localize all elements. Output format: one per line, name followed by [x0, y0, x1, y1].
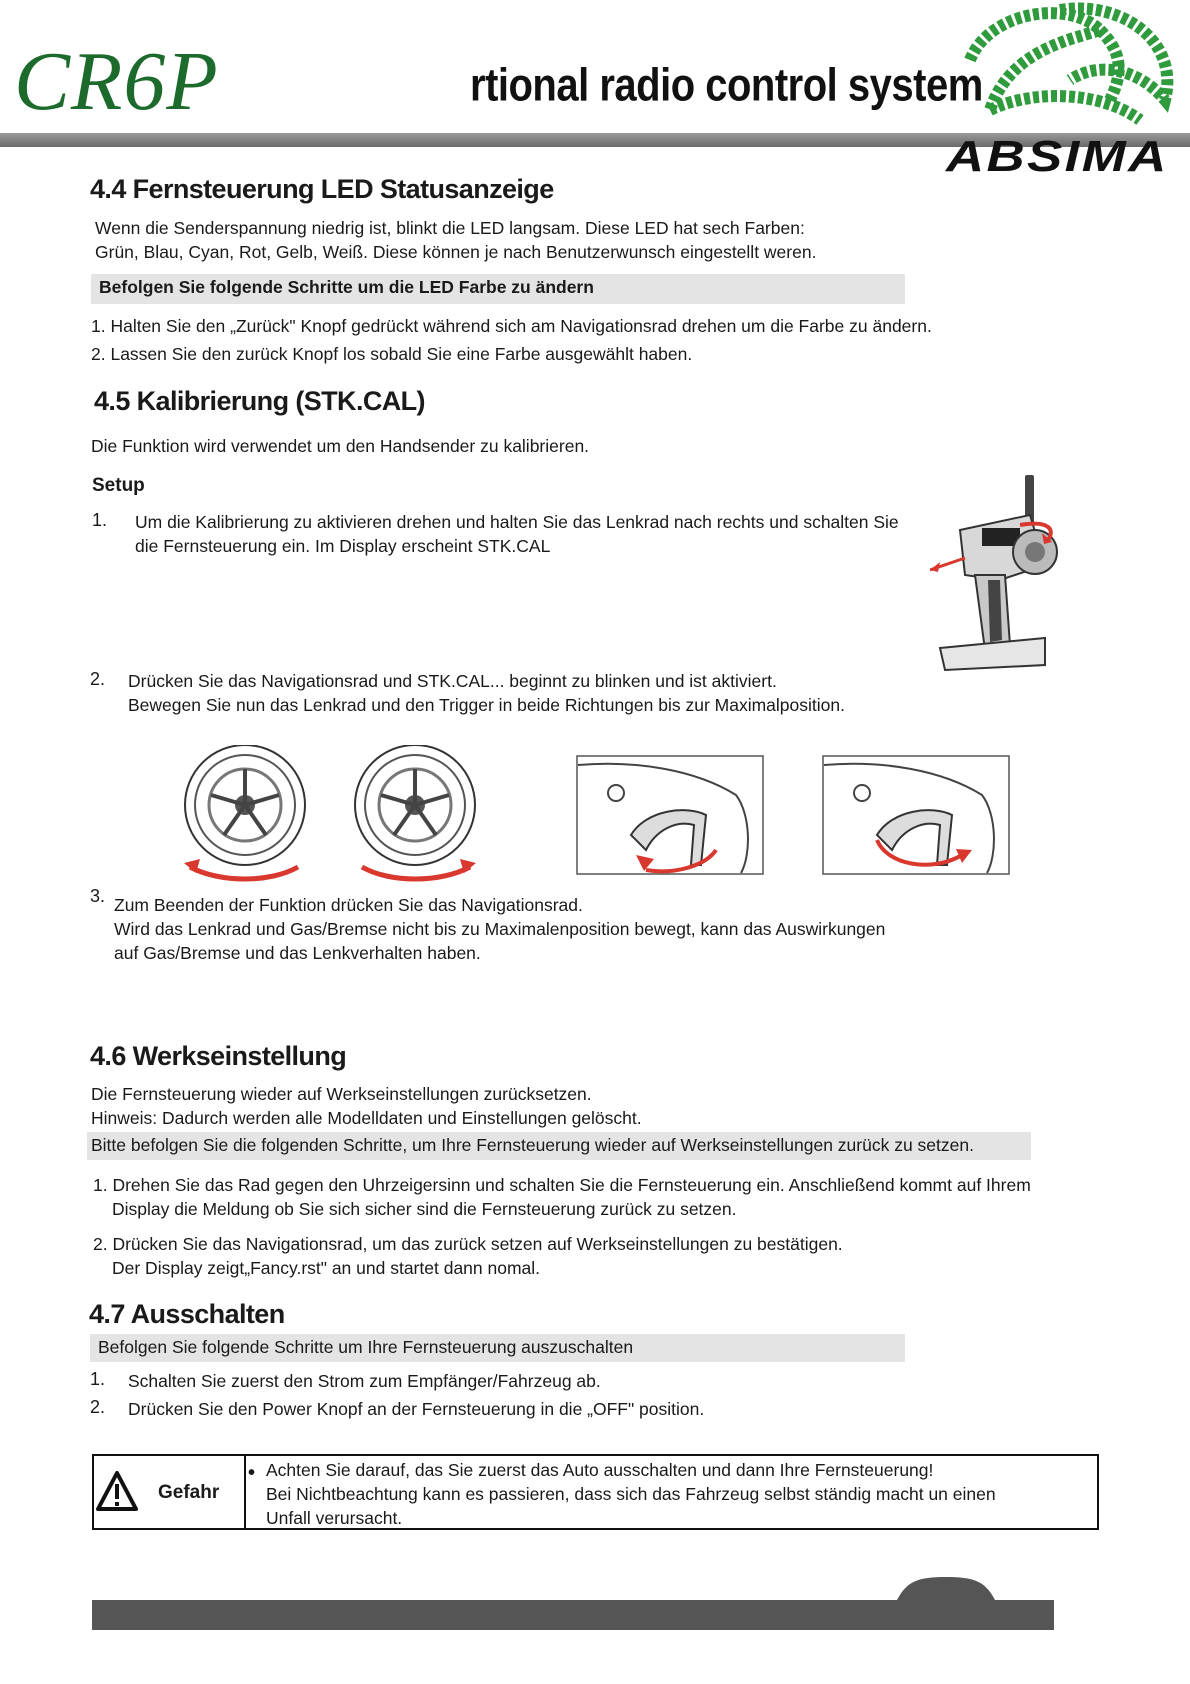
- trigger-illustration-1: [576, 755, 764, 875]
- section-45-step-3-line-3: auf Gas/Bremse und das Lenkverhalten haben.: [114, 943, 481, 963]
- warning-label: Gefahr: [158, 1482, 220, 1503]
- step-1-number: 1.: [92, 510, 108, 530]
- section-46-step-1-line-2: Display die Meldung ob Sie sich sicher sind die Fernsteuerung zurück zu setzen.: [112, 1199, 737, 1219]
- transmitter-illustration: [930, 470, 1080, 680]
- absima-wordmark: ABSIMA: [946, 132, 1169, 181]
- section-45-step-2-line-2: Bewegen Sie nun das Lenkrad und den Trigger in beide Richtungen bis zur Maximalposition.: [128, 695, 845, 715]
- section-47-heading: 4.7 Ausschalten: [89, 1299, 285, 1329]
- section-45-heading: 4.5 Kalibrierung (STK.CAL): [94, 386, 425, 416]
- section-46-step-2-line-2: Der Display zeigt„Fancy.rst" an und startet dann nomal.: [112, 1258, 541, 1278]
- section-44-step-1: 1. Halten Sie den „Zurück" Knopf gedrückt während sich am Navigationsrad drehen um die Farbe zu ändern.: [91, 316, 932, 336]
- section-47-step-2: Drücken Sie den Power Knopf an der Fernsteuerung in die „OFF" position.: [128, 1399, 705, 1419]
- section-45-step-3-line-1: Zum Beenden der Funktion drücken Sie das Navigationsrad.: [114, 895, 583, 915]
- steering-wheel-left-illustration: [180, 745, 310, 885]
- section-44-step-2: 2. Lassen Sie den zurück Knopf los sobald Sie eine Farbe ausgewählt haben.: [91, 344, 693, 364]
- section-46-heading: 4.6 Werkseinstellung: [90, 1041, 347, 1071]
- section-45-step-1-line-2: die Fernsteuerung ein. Im Display erscheint STK.CAL: [135, 536, 551, 556]
- absima-emblem-icon: [950, 0, 1190, 135]
- footer-tab: [896, 1572, 996, 1602]
- section-47-step-1-number: 1.: [90, 1369, 106, 1389]
- section-44-intro-1: Wenn die Senderspannung niedrig ist, blinkt die LED langsam. Diese LED hat sech Farben:: [95, 218, 805, 238]
- warning-bullet: •: [248, 1462, 256, 1484]
- section-47-instruction: Befolgen Sie folgende Schritte um Ihre Fernsteuerung auszuschalten: [90, 1334, 905, 1362]
- warning-line-2: Bei Nichtbeachtung kann es passieren, dass sich das Fahrzeug selbst ständig macht un einen: [266, 1484, 996, 1504]
- section-46-line-1: Die Fernsteuerung wieder auf Werkseinstellungen zurücksetzen.: [91, 1084, 592, 1104]
- setup-label: Setup: [92, 475, 145, 496]
- step-3-number: 3.: [90, 886, 106, 906]
- trigger-illustration-2: [822, 755, 1010, 875]
- section-46-step-1-line-1: 1. Drehen Sie das Rad gegen den Uhrzeigersinn und schalten Sie die Fernsteuerung ein. Anschließend kommt auf Ihrem: [93, 1175, 1031, 1195]
- header-title: rtional radio control system: [470, 60, 983, 111]
- warning-line-1: Achten Sie darauf, das Sie zuerst das Auto ausschalten und dann Ihre Fernsteuerung!: [266, 1460, 934, 1480]
- section-44-intro-2: Grün, Blau, Cyan, Rot, Gelb, Weiß. Diese können je nach Benutzerwunsch eingestellt weren.: [95, 242, 817, 262]
- section-45-step-1-line-1: Um die Kalibrierung zu aktivieren drehen und halten Sie das Lenkrad nach rechts und schalten Sie: [135, 512, 899, 532]
- section-46-line-2: Hinweis: Dadurch werden alle Modelldaten und Einstellungen gelöscht.: [91, 1108, 642, 1128]
- section-45-intro: Die Funktion wird verwendet um den Handsender zu kalibrieren.: [91, 436, 590, 456]
- step-2-number: 2.: [90, 669, 106, 689]
- warning-triangle-icon: [96, 1470, 138, 1512]
- section-45-step-3-line-2: Wird das Lenkrad und Gas/Bremse nicht bis zu Maximalenposition bewegt, kann das Auswirkungen: [114, 919, 886, 939]
- steering-wheel-right-illustration: [350, 745, 480, 885]
- section-47-step-1: Schalten Sie zuerst den Strom zum Empfänger/Fahrzeug ab.: [128, 1371, 601, 1391]
- footer-bar: [92, 1600, 1054, 1630]
- section-46-instruction: Bitte befolgen Sie die folgenden Schritte, um Ihre Fernsteuerung wieder auf Werkseinstellungen zurück zu setzen.: [87, 1132, 1031, 1160]
- section-47-step-2-number: 2.: [90, 1397, 106, 1417]
- section-44-heading: 4.4 Fernsteuerung LED Statusanzeige: [90, 174, 554, 204]
- section-44-instruction: Befolgen Sie folgende Schritte um die LED Farbe zu ändern: [91, 274, 905, 304]
- cr6p-logo: CR6P: [14, 35, 219, 128]
- warning-divider: [244, 1454, 246, 1530]
- section-45-step-2-line-1: Drücken Sie das Navigationsrad und STK.CAL... beginnt zu blinken und ist aktiviert.: [128, 671, 777, 691]
- warning-line-3: Unfall verursacht.: [266, 1508, 403, 1528]
- section-46-step-2-line-1: 2. Drücken Sie das Navigationsrad, um das zurück setzen auf Werkseinstellungen zu bestätigen.: [93, 1234, 843, 1254]
